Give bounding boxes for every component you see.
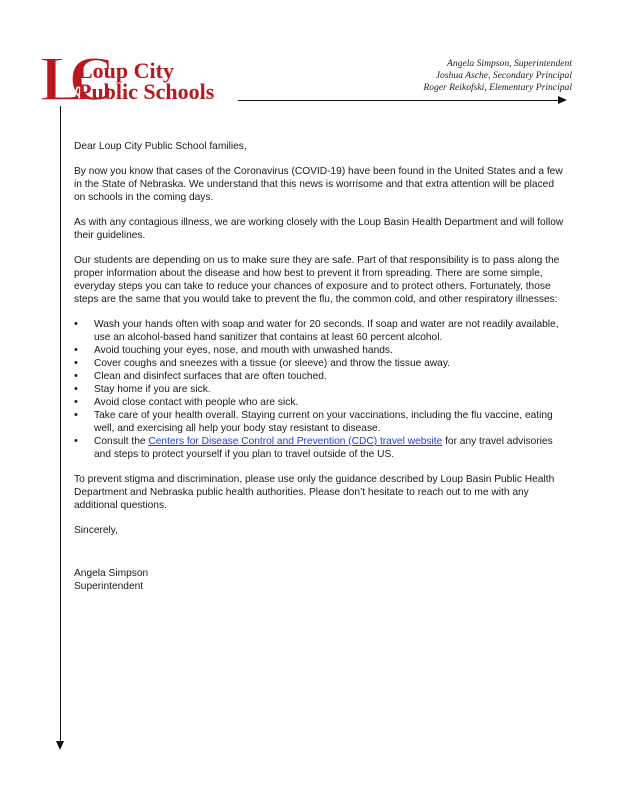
letter-body [74,140,566,593]
arrow-right-icon [558,96,567,104]
school-name-line1: Loup City [78,58,174,83]
signer-title: Superintendent [74,581,144,592]
list-item: • Clean and disinfect surfaces that are often touched. [94,370,566,383]
list-item: • Wash your hands often with soap and water for 20 seconds. If soap and water are not readily available, use an alcohol-based hand sanitizer that contains at least 60 percent alcohol. [94,318,566,344]
consult-suffix: for any travel advisories and steps to protect yourself if you plan to travel outside of the US. [94,436,553,460]
list-item: • Stay home if you are sick. [94,383,566,396]
cdc-travel-link[interactable]: Centers for Disease Control and Prevention (CDC) travel website [148,436,443,447]
paragraph-intro: By now you know that cases of the Coronavirus (COVID-19) have been found in the United States and a few in the State of Nebraska. We understand that this news is worrisome and that extra attention will be placed on schools in the coming days. [74,166,563,203]
arrow-down-icon [56,741,64,750]
staff-secondary-principal: Joshua Asche, Secondary Principal [435,70,572,81]
signature-block [74,567,566,593]
list-item: • Avoid touching your eyes, nose, and mouth with unwashed hands. [94,344,566,357]
signoff: Sincerely, [74,525,118,536]
paragraph-prevention: Our students are depending on us to make sure they are safe. Part of that responsibility is to pass along the proper information about the disease and how best to prevent it from spreading. There are some simple, everyday steps you can take to reduce your chances of exposure and to protect others. Fortunately, those steps are the same that you would take to prevent the flu, the common cold, and other respiratory illnesses: [74,255,560,305]
consult-prefix: Consult the [94,436,149,447]
list-item: • Cover coughs and sneezes with a tissue (or sleeve) and throw the tissue away. [94,357,566,370]
greeting: Dear Loup City Public School families, [74,141,247,152]
list-item-consult [94,435,566,461]
signer-name: Angela Simpson [74,568,149,579]
school-name-line2: Public Schools [78,79,215,104]
logo-letters: LC [40,44,101,112]
staff-elementary-principal: Roger Reikofski, Elementary Principal [423,82,572,93]
staff-list [423,58,572,94]
paragraph-health-dept: As with any contagious illness, we are working closely with the Loup Basin Health Department and will follow their guidelines. [74,217,564,241]
header-rule [238,100,560,101]
list-item: • Take care of your health overall. Staying current on your vaccinations, including the flu vaccine, eating well, and exercising all help your body stay resistant to disease. [94,409,566,435]
school-name [78,60,214,102]
margin-rule [60,106,61,743]
list-item: • Avoid close contact with people who are sick. [94,396,566,409]
prevention-list [74,318,566,461]
staff-superintendent: Angela Simpson, Superintendent [447,58,572,69]
paragraph-stigma: To prevent stigma and discrimination, please use only the guidance described by Loup Basin Public Health Department and Nebraska public health authorities. Please don’t hesitate to reach out to me with any additional questions. [74,474,555,511]
